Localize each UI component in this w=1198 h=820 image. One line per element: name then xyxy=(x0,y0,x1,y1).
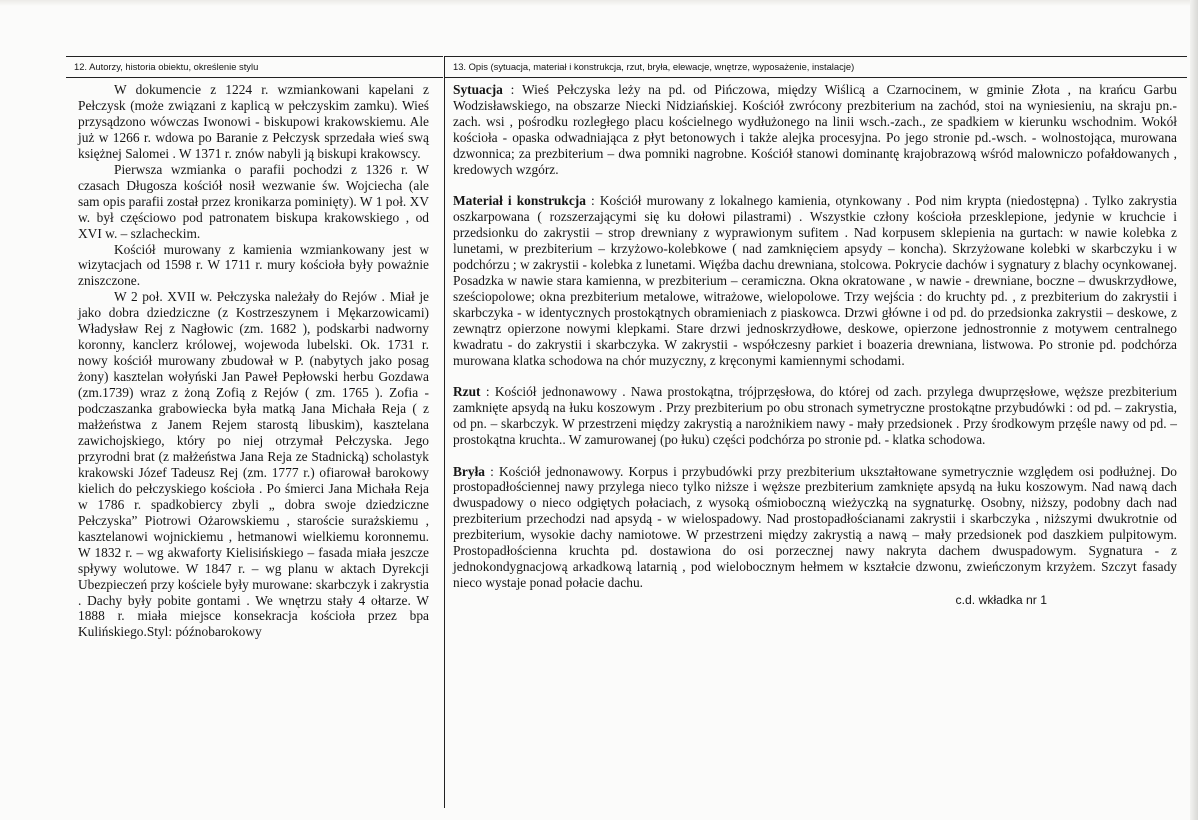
continuation-note: c.d. wkładka nr 1 xyxy=(955,592,1047,607)
history-column xyxy=(66,56,443,808)
history-paragraph: W dokumencie z 1224 r. wzmiankowani kapelani z Pełczysk (może związani z kaplicą w pełczyskim zamku). Wieś przysądzono wówczas Iwonowi - biskupowi krakowskiemu. Ale już w 1266 r. wdowa po Baranie z Pełczysk sprzedała wieś swą księżnej Salomei . W 1371 r. znów nabyli ją biskupi krakowscy. xyxy=(78,82,429,161)
history-body xyxy=(66,82,443,640)
section-material xyxy=(453,193,1177,368)
section-text: : Kościół murowany z lokalnego kamienia, otynkowany . Pod nim krypta (niedostępna) . Tylko zakrystia oszkarpowana ( rozszerzającymi się ku dołowi pilastrami) . Wszystkie człony kościoła przesklepione, jedynie w kruchcie i przedsionku do zakrystii – strop drewniany z wyprawionym sufitem . Nad korpusem sklepienia na gurtach: w nawie kolebka z lunetami, w prezbiterium – krzyżowo-kolebkowe ( nad zamknięciem apsydy – koncha). Skrzyżowane kolebki w skarbczyku i w podchórzu ; w zakrystii - kolebka z lunetami. Więźba dachu drewniana, stolcowa. Pokrycie dachów i sygnatury z blachy ocynkowanej. Posadzka w nawie stara kamienna, w prezbiterium – ceramiczna. Okna okratowane , w nawie - drewniane, boczne – dwuskrzydłowe, sześciopolowe; okna prezbiterium metalowe, witrażowe, wielopolowe. Trzy wejścia : do kruchty pd. , z prezbiterium do zakrystii i skarbczyka - w identycznych prostokątnych obramieniach z piaskowca. Drzwi główne i od pd. do przedsionka zakrystii – deskowe, z zewnątrz opierzone nowymi klepkami. Stare drzwi jednoskrzydłowe, deskowe, opierzone jednostronnie z motywem centralnego kwadratu - do zakrystii i skarbczyka. W zakrystii - współczesny parkiet i boazeria drewniana, listwowa. Po stronie pd. podchórza murowana klatka schodowa na chór muzyczny, z kręconymi kamiennymi schodami. xyxy=(453,193,1177,368)
style-label: Styl: późnobarokowy xyxy=(146,624,262,640)
section-text: : Kościół jednonawowy . Nawa prostokątna, trójprzęsłowa, do której od zach. przylega dwuprzęsłowe, węższe prezbiterium zamknięte apsydą na łuku koszowym . Przy prezbiterium po obu stronach symetryczne prostokątne przybudówki : od pd. – zakrystia, od pn. – skarbczyk. W przestrzeni między zakrystią a narożnikiem nawy - mały przedsionek . Przy środkowym przęśle nawy od pd. – prostokątna kruchta.. W zamurowanej (po łuku) części podchórza po stronie pd. - klatka schodowa. xyxy=(453,384,1177,448)
scan-right-shadow xyxy=(1190,0,1198,820)
scan-top-shadow xyxy=(0,0,1198,6)
history-paragraph: Pierwsza wzmianka o parafii pochodzi z 1326 r. W czasach Długosza kościół nosił wezwanie św. Wojciecha (ale sam opis parafii został przez kronikarza pominięty). W 1 poł. XV w. był częściowo pod patronatem biskupa krakowskiego , od XVI w. – szlacheckim. xyxy=(78,161,429,241)
description-header: 13. Opis (sytuacja, materiał i konstrukcja, rzut, bryła, elewacje, wnętrze, wyposażenie, instalacje) xyxy=(445,56,1187,78)
history-paragraph xyxy=(78,289,429,640)
section-label: Sytuacja xyxy=(453,82,503,97)
section-situation xyxy=(453,82,1177,178)
section-text: : Wieś Pełczyska leży na pd. od Pińczowa, między Wiślicą a Czarnocinem, w gminie Złota , na krańcu Garbu Wodzisławskiego, na obszarze Niecki Nidziańskiej. Kościół zwrócony prezbiterium na zachód, stoi na wyniesieniu, na skraju pn.-zach. wsi , pośrodku rozległego placu kościelnego wydłużonego na linii wsch.-zach., ze spadkiem w kierunku wschodnim. Wokół kościoła - opaska odwadniająca z płyt betonowych i także alejka procesyjna. Po jego stronie pd.-wsch. - wolnostojąca, murowana dzwonnica; za prezbiterium – dwa pomniki nagrobne. Kościół stanowi dominantę krajobrazową wśród malowniczo pofałdowanych , kredowych wzgórz. xyxy=(453,82,1177,177)
section-form xyxy=(453,464,1177,592)
description-column xyxy=(444,56,1187,808)
description-body xyxy=(445,82,1187,609)
history-paragraph-text: W 2 poł. XVII w. Pełczyska należały do Rejów . Miał je jako dobra dziedziczne (z Kostrzeszynem i Mękarzowicami) Władysław Rej z Nagłowic (zm. 1682 ), podskarbi nadworny koronny, kanclerz królowej, wojewoda lubelski. Ok. 1731 r. nowy kościół murowany zbudował w P. (nabytych jako posag żony) kasztelan wołyński Jan Paweł Pepłowski herbu Gozdawa (zm.1739) wraz z żoną Zofią z Rejów ( zm. 1765 ). Zofia - podczaszanka grabowiecka była matką Jana Michała Reja ( z małżeństwa z Janem Rejem starostą libuskim), kasztelana zawichojskiego, który po niej otrzymał Pełczyska. Jego przyrodni brat (z małżeństwa Jana Reja ze Stadnicką) scholastyk krakowski Józef Tadeusz Rej (zm. 1777 r.) ofiarował barokowy kielich do pełczyskiego kościoła . Po śmierci Jana Michała Reja w 1786 r. spadkobiercy zbyli „ dobra swoje dziedziczne Pełczyska” Piotrowi Ożarowskiemu , staroście surażskiemu , kasztelanowi wojnickiemu , hetmanowi wielkiemu koronnemu. W 1832 r. – wg akwaforty Kielisińskiego – fasada miała jeszcze spływy wolutowe. W 1847 r. – wg planu w aktach Dyrekcji Ubezpieczeń przy kościele były murowane: skarbczyk i zakrystia . Dachy były pobite gontami . We wnętrzu stały 4 ołtarze. W 1888 r. miała miejsce konsekracja kościoła przez bpa Kulińskiego. xyxy=(78,289,429,640)
section-label: Rzut xyxy=(453,384,481,400)
history-header: 12. Autorzy, historia obiektu, określenie stylu xyxy=(66,56,443,78)
section-label: Bryła xyxy=(453,463,485,479)
section-label: Materiał i konstrukcja xyxy=(453,193,586,209)
history-paragraph: Kościół murowany z kamienia wzmiankowany jest w wizytacjach od 1598 r. W 1711 r. mury kościoła były poważnie zniszczone. xyxy=(78,241,429,289)
section-text: : Kościół jednonawowy. Korpus i przybudówki przy prezbiterium ukształtowane symetrycznie względem osi podłużnej. Do prostopadłościennej nawy przylega nieco tylko niższe i węższe prezbiterium zamknięte apsydą na łuku koszowym. Nad nawą dach dwuspadowy o nieco odgiętych połaciach, z wysoką ośmioboczną wieżyczką na sygnaturkę. Osobny, niższy, podobny dach nad prezbiterium przechodzi nad apsydą - w wielospadowy. Nad prostopadłościanami zakrystii i skarbczyka , niższymi dwukrotnie od prezbiterium, wysokie dachy namiotowe. W przestrzeni między zakrystią a nawą – mały przedsionek pod daszkiem pulpitowym. Prostopadłościenna kruchta pd. dostawiona do osi porzecznej nawy nakryta dachem dwuspadowym. Sygnatura - z jednokondygnacjową arkadkową latarnią , pod wielobocznym hełmem w kształcie dzwonu, zwieńczonym krzyżem. Szczyt fasady nieco wystaje ponad połacie dachu. xyxy=(453,463,1177,591)
section-plan xyxy=(453,384,1177,448)
